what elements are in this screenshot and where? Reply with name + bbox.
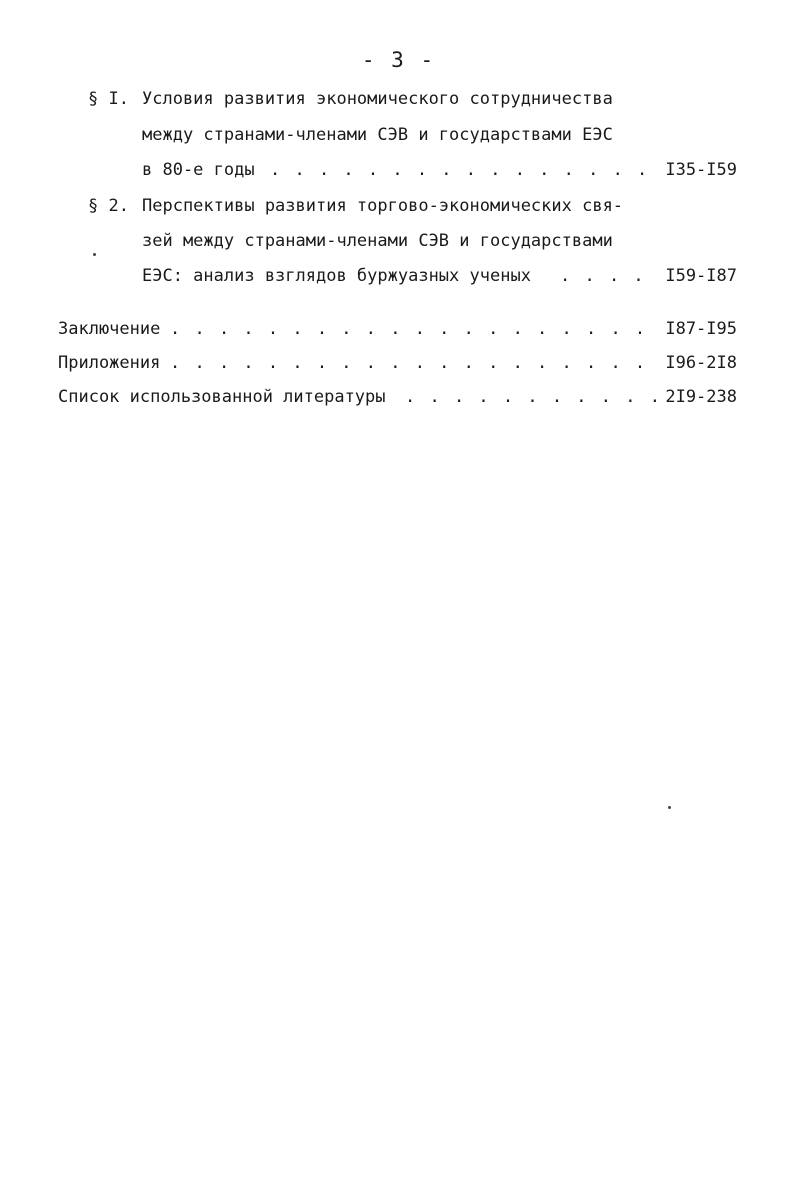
entry-bibliography-leader-dots: . . . . . . . . . . . xyxy=(405,387,662,407)
section-1-marker: § I. xyxy=(88,89,129,109)
section-1-leader-dots: . . . . . . . . . . . . . . . . xyxy=(270,160,650,180)
section-1-title-line-1: Условия развития экономического сотрудничества xyxy=(142,89,613,109)
section-1-pages: I35-I59 xyxy=(665,160,737,180)
entry-appendices-pages: I96-2I8 xyxy=(665,353,737,373)
section-1-title-line-3: в 80-е годы xyxy=(142,160,255,180)
section-2-title-line-3: ЕЭС: анализ взглядов буржуазных ученых xyxy=(142,266,531,286)
entry-conclusion-title: Заключение xyxy=(58,319,161,339)
section-2-marker: § 2. xyxy=(88,196,129,216)
scan-speck xyxy=(668,806,671,809)
section-2-title-line-2: зей между странами-членами СЭВ и государствами xyxy=(142,231,613,251)
entry-conclusion-leader-dots: . . . . . . . . . . . . . . . . . . . . xyxy=(170,319,648,339)
scan-speck xyxy=(93,253,96,256)
entry-bibliography-title: Список использованной литературы xyxy=(58,387,386,407)
entry-appendices-leader-dots: . . . . . . . . . . . . . . . . . . . . xyxy=(170,353,648,373)
entry-conclusion-pages: I87-I95 xyxy=(665,319,737,339)
page-number: - 3 - xyxy=(361,48,436,72)
section-2-pages: I59-I87 xyxy=(665,266,737,286)
section-1-title-line-2: между странами-членами СЭВ и государствами ЕЭС xyxy=(142,125,613,145)
entry-bibliography-pages: 2I9-238 xyxy=(665,387,737,407)
entry-appendices-title: Приложения xyxy=(58,353,161,373)
section-2-title-line-1: Перспективы развития торгово-экономических свя- xyxy=(142,196,624,216)
section-2-leader-dots: . . . . xyxy=(560,266,646,286)
